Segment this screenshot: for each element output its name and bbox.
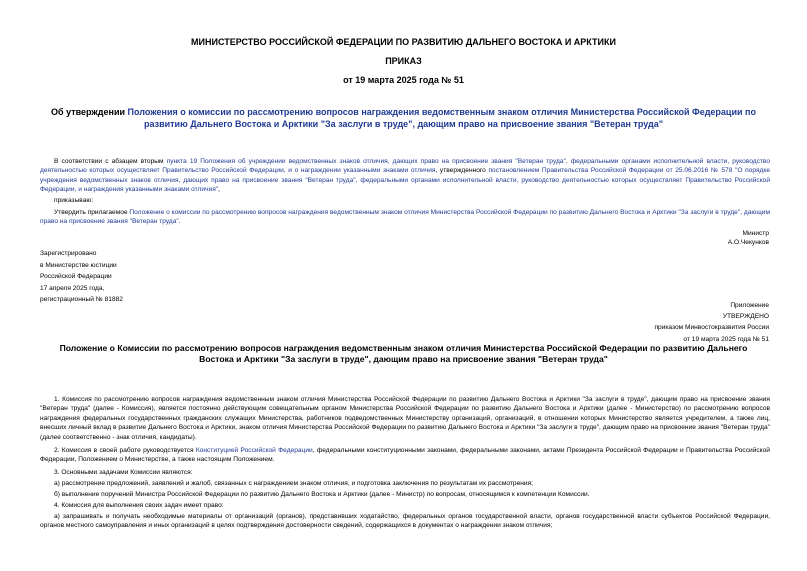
body-paragraph-3b: б) выполнение поручений Министра Российской Федерации по развитию Дальнего Востока и Арктики (далее - Министр) по вопросам, относящимся к компетенции Комиссии.: [54, 491, 590, 498]
registration-line-4: 17 апреля 2025 года,: [40, 284, 105, 292]
appendix-approved: УТВЕРЖДЕНО: [722, 313, 769, 321]
subject-link[interactable]: Положения о комиссии по рассмотрению вопросов награждения ведомственным знаком отличия Министерства Российской Федерации по развитию Дальнего Востока и Арктики "За заслуги в труде", дающим право на присвоение звания "Ветеран труда": [127, 107, 756, 129]
body-paragraph-4: 4. Комиссия для выполнения своих задач имеет право:: [54, 502, 224, 509]
appendix-label: Приложение: [730, 302, 769, 309]
signature-block: [728, 229, 769, 248]
constitution-link[interactable]: Конституцией Российской Федерации: [195, 447, 313, 454]
p2-text-1: 2. Комиссия в своей работе руководствуется: [54, 447, 196, 454]
signature-role: Министр: [742, 230, 769, 237]
approve-text-1: Утвердить прилагаемое: [54, 209, 130, 216]
preamble-paragraph: [40, 157, 770, 195]
order-label: ПРИКАЗ: [385, 56, 422, 66]
registration-line-2: в Министерстве юстиции: [40, 261, 117, 269]
body-paragraph-2: [40, 446, 770, 465]
appendix-by-order: приказом Минвостокразвития России: [654, 324, 769, 332]
ministry-name: МИНИСТЕРСТВО РОССИЙСКОЙ ФЕДЕРАЦИИ ПО РАЗВИТИЮ ДАЛЬНЕГО ВОСТОКА И АРКТИКИ: [191, 37, 616, 47]
order-word: приказываю:: [54, 197, 94, 204]
preamble-text-2: , утвержденного: [435, 167, 489, 175]
signature-name: А.О.Чекунков: [727, 239, 769, 247]
preamble-text-1: В соответствии с абзацем вторым: [54, 158, 167, 165]
appendix-title: Положение о Комиссии по рассмотрению вопросов награждения ведомственным знаком отличия Министерства Российской Федерации по развитию Дальнего Востока и Арктики "За заслуги в труде", дающим право на присвоение звания "Ветеран труда": [59, 343, 748, 364]
approve-text-2: .: [178, 218, 181, 226]
appendix-date: от 19 марта 2025 года № 51: [683, 335, 769, 343]
approve-paragraph: [40, 208, 770, 227]
body-paragraph-3: 3. Основными задачами Комиссии являются:: [54, 469, 193, 476]
subject-prefix: Об утверждении: [51, 107, 128, 117]
registration-line-3: Российской Федерации: [40, 273, 112, 280]
body-paragraph-3a: а) рассмотрение предложений, заявлений и жалоб, связанных с награждением знаком отличия, и подготовка заключения по результатам их рассмотрения;: [54, 480, 533, 487]
order-date: от 19 марта 2025 года № 51: [343, 75, 464, 85]
p2-text-2: , федеральными конституционными законами, федеральными законами, актами Президента Российской Федерации и Правительства Российской Федерации, Положением о Министерстве, а также настоящим Положением.: [40, 447, 770, 464]
appendix-header: [654, 300, 769, 345]
preamble-link-regulation[interactable]: пункта 19 Положения об учреждении ведомственных знаков отличия, дающих право на присвоение звания "Ветеран труда", федеральными органами исполнительной власти, руководство деятельностью которых осуществляет Правительство Российской Федерации, и о награждении указанными знаками отличия: [40, 158, 770, 175]
preamble-link-resolution[interactable]: постановлением Правительства Российской Федерации от 25.06.2016 № 578 "О порядке учреждения ведомственных знаков отличия, дающих право на присвоение звания "Ветеран труда", федеральными органами исполнительной власти, руководство деятельностью которых осуществляет Правительство Российской Федерации, и награждения указанными знаками отличия": [40, 167, 770, 194]
approve-link[interactable]: Положение о комиссии по рассмотрению вопросов награждения ведомственным знаком отличия Министерства Российской Федерации по развитию Дальнего Востока и Арктики "За заслуги в труде", дающим право на присвоение звания "Ветеран труда": [40, 209, 770, 226]
body-paragraph-1: 1. Комиссия по рассмотрению вопросов награждения ведомственным знаком отличия Министерства Российской Федерации по развитию Дальнего Востока и Арктики "За заслуги в труде", дающим право на присвоение звания "Ветеран труда" (далее - Комиссия), является постоянно действующим совещательным органом Министерства Российской Федерации по развитию Дальнего Востока и Арктики (далее - Министерство) по рассмотрению вопросов награждения федеральных государственных гражданских служащих Министерства, работников подведомственных Министерству организаций, организаций, в отношении которых Министерство является учредителем, а также лиц, внесших личный вклад в развитие Дальнего Востока и Арктики, знаком отличия Министерства Российской Федерации по развитию Дальнего Востока и Арктики "За заслуги в труде", дающим право на присвоение звания "Ветеран труда" (далее соответственно - знак отличия, кандидаты).: [40, 396, 770, 441]
registration-line-5: регистрационный № 81882: [40, 296, 123, 303]
body-paragraph-4a: а) запрашивать и получать необходимые материалы от организаций (органов), представивших ходатайство, федеральных органов государственной власти, органов государственной власти субъектов Российской Федерации, органов местного самоуправления и иных организаций в целях подтверждения достоверности сведений, содержащихся в документах о награждении знаком отличия;: [40, 513, 770, 530]
registration-block: [40, 248, 123, 306]
preamble-text-3: ,: [218, 186, 220, 194]
registration-line-1: Зарегистрировано: [40, 250, 97, 257]
order-subject: [40, 106, 767, 130]
